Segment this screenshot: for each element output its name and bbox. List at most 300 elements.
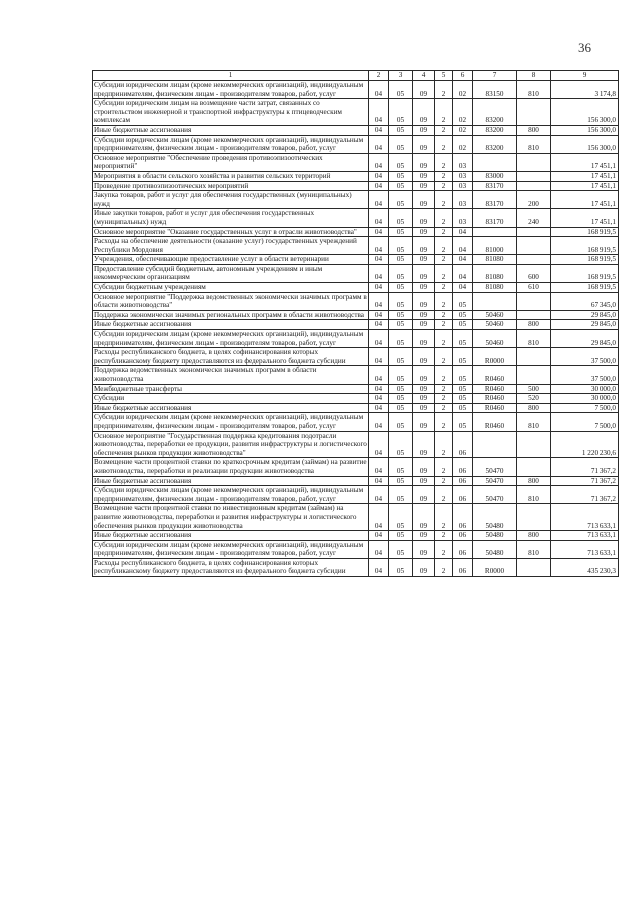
amount: 17 451,1 <box>551 181 619 191</box>
amount: 713 633,1 <box>551 531 619 541</box>
row-name: Субсидии <box>93 394 369 404</box>
budget-table <box>92 70 619 577</box>
amount: 17 451,1 <box>551 209 619 227</box>
code-col-3: 05 <box>389 135 413 153</box>
table-row <box>93 209 619 227</box>
code-col-5: 2 <box>435 283 453 293</box>
code-col-4: 09 <box>413 403 435 413</box>
code-col-4: 09 <box>413 153 435 171</box>
code-col-5: 2 <box>435 384 453 394</box>
code-col-6: 03 <box>453 191 473 209</box>
code-col-6: 06 <box>453 458 473 476</box>
target-article: 50460 <box>473 320 517 330</box>
code-col-6: 05 <box>453 366 473 384</box>
table-row <box>93 135 619 153</box>
code-col-2: 04 <box>369 153 389 171</box>
row-name: Иные бюджетные ассигнования <box>93 125 369 135</box>
code-col-4: 09 <box>413 458 435 476</box>
row-name: Субсидии юридическим лицам (кроме некоммерческих организаций), индивидуальным предпринимателям, физическим лицам - производителям товаров, работ, услуг <box>93 413 369 431</box>
column-header: 6 <box>453 71 473 81</box>
expense-type: 800 <box>517 403 551 413</box>
code-col-5: 2 <box>435 227 453 237</box>
code-col-6: 05 <box>453 413 473 431</box>
target-article: R0460 <box>473 366 517 384</box>
expense-type <box>517 99 551 126</box>
code-col-3: 05 <box>389 292 413 310</box>
amount: 156 300,0 <box>551 99 619 126</box>
amount: 168 919,5 <box>551 255 619 265</box>
expense-type <box>517 237 551 255</box>
code-col-4: 09 <box>413 558 435 576</box>
row-name: Иные бюджетные ассигнования <box>93 476 369 486</box>
code-col-2: 04 <box>369 227 389 237</box>
code-col-6: 05 <box>453 394 473 404</box>
table-row <box>93 181 619 191</box>
expense-type <box>517 558 551 576</box>
code-col-4: 09 <box>413 348 435 366</box>
table-row <box>93 486 619 504</box>
code-col-4: 09 <box>413 504 435 531</box>
code-col-3: 05 <box>389 237 413 255</box>
code-col-3: 05 <box>389 394 413 404</box>
code-col-2: 04 <box>369 209 389 227</box>
amount: 435 230,3 <box>551 558 619 576</box>
code-col-4: 09 <box>413 531 435 541</box>
code-col-2: 04 <box>369 540 389 558</box>
target-article: 81080 <box>473 283 517 293</box>
expense-type <box>517 504 551 531</box>
amount: 713 633,1 <box>551 504 619 531</box>
code-col-4: 09 <box>413 394 435 404</box>
code-col-6: 05 <box>453 310 473 320</box>
expense-type: 800 <box>517 476 551 486</box>
code-col-3: 05 <box>389 283 413 293</box>
code-col-3: 05 <box>389 171 413 181</box>
amount: 29 845,0 <box>551 320 619 330</box>
column-header: 7 <box>473 71 517 81</box>
row-name: Межбюджетные трансферты <box>93 384 369 394</box>
code-col-5: 2 <box>435 135 453 153</box>
code-col-3: 05 <box>389 181 413 191</box>
code-col-2: 04 <box>369 458 389 476</box>
row-name: Субсидии юридическим лицам на возмещение части затрат, связанных со строительством инженерной и транспортной инфраструктуры к птицеводческим комплексам <box>93 99 369 126</box>
table-row <box>93 320 619 330</box>
expense-type <box>517 227 551 237</box>
amount: 3 174,8 <box>551 81 619 99</box>
code-col-5: 2 <box>435 99 453 126</box>
amount: 17 451,1 <box>551 191 619 209</box>
code-col-4: 09 <box>413 81 435 99</box>
row-name: Иные бюджетные ассигнования <box>93 320 369 330</box>
code-col-6: 02 <box>453 99 473 126</box>
code-col-2: 04 <box>369 283 389 293</box>
table-row <box>93 255 619 265</box>
code-col-5: 2 <box>435 558 453 576</box>
amount: 37 500,0 <box>551 348 619 366</box>
code-col-2: 04 <box>369 292 389 310</box>
code-col-6: 02 <box>453 81 473 99</box>
code-col-2: 04 <box>369 431 389 458</box>
table-row <box>93 81 619 99</box>
expense-type <box>517 348 551 366</box>
row-name: Мероприятия в области сельского хозяйства и развития сельских территорий <box>93 171 369 181</box>
code-col-4: 09 <box>413 431 435 458</box>
target-article <box>473 227 517 237</box>
code-col-4: 09 <box>413 384 435 394</box>
code-col-4: 09 <box>413 310 435 320</box>
target-article <box>473 431 517 458</box>
table-row <box>93 540 619 558</box>
table-row <box>93 330 619 348</box>
expense-type: 240 <box>517 209 551 227</box>
target-article: 83170 <box>473 209 517 227</box>
code-col-5: 2 <box>435 292 453 310</box>
target-article: 50480 <box>473 504 517 531</box>
table-row <box>93 458 619 476</box>
code-col-3: 05 <box>389 431 413 458</box>
code-col-3: 05 <box>389 403 413 413</box>
amount: 17 451,1 <box>551 171 619 181</box>
code-col-3: 05 <box>389 125 413 135</box>
code-col-2: 04 <box>369 99 389 126</box>
expense-type: 610 <box>517 283 551 293</box>
code-col-3: 05 <box>389 384 413 394</box>
code-col-5: 2 <box>435 255 453 265</box>
expense-type: 200 <box>517 191 551 209</box>
code-col-6: 04 <box>453 227 473 237</box>
code-col-4: 09 <box>413 330 435 348</box>
code-col-2: 04 <box>369 348 389 366</box>
code-col-4: 09 <box>413 191 435 209</box>
code-col-2: 04 <box>369 486 389 504</box>
code-col-6: 06 <box>453 431 473 458</box>
code-col-3: 05 <box>389 153 413 171</box>
target-article: 50470 <box>473 458 517 476</box>
amount: 71 367,2 <box>551 458 619 476</box>
code-col-2: 04 <box>369 394 389 404</box>
row-name: Учреждения, обеспечивающие предоставление услуг в области ветеринарии <box>93 255 369 265</box>
code-col-4: 09 <box>413 125 435 135</box>
row-name: Предоставление субсидий бюджетным, автономным учреждениям и иным некоммерческим организациям <box>93 264 369 282</box>
row-name: Иные бюджетные ассигнования <box>93 403 369 413</box>
target-article: 83200 <box>473 99 517 126</box>
target-article: 83200 <box>473 125 517 135</box>
table-row <box>93 531 619 541</box>
row-name: Основное мероприятие "Обеспечение проведения противоэпизоотических мероприятий" <box>93 153 369 171</box>
table-row <box>93 153 619 171</box>
table-row <box>93 394 619 404</box>
code-col-6: 03 <box>453 181 473 191</box>
code-col-6: 06 <box>453 540 473 558</box>
code-col-6: 05 <box>453 348 473 366</box>
amount: 168 919,5 <box>551 264 619 282</box>
column-header: 3 <box>389 71 413 81</box>
code-col-2: 04 <box>369 237 389 255</box>
code-col-3: 05 <box>389 310 413 320</box>
table-row <box>93 191 619 209</box>
table-row <box>93 171 619 181</box>
code-col-3: 05 <box>389 413 413 431</box>
code-col-4: 09 <box>413 540 435 558</box>
amount: 71 367,2 <box>551 486 619 504</box>
code-col-2: 04 <box>369 504 389 531</box>
code-col-2: 04 <box>369 310 389 320</box>
code-col-6: 05 <box>453 330 473 348</box>
table-row <box>93 504 619 531</box>
row-name: Возмещение части процентной ставки по инвестиционным кредитам (займам) на развитие животноводства, переработки и развития инфраструктуры и логистического обеспечения рынков продукции животноводства <box>93 504 369 531</box>
expense-type: 800 <box>517 125 551 135</box>
row-name: Основное мероприятие "Государственная поддержка кредитования подотрасли животноводства, переработки ее продукции, развития инфраструктуры и логистического обеспечения рынков продукции животноводства" <box>94 431 367 457</box>
row-name: Расходы на обеспечение деятельности (оказание услуг) государственных учреждений Республики Мордовия <box>93 237 369 255</box>
amount: 156 300,0 <box>551 135 619 153</box>
code-col-6: 05 <box>453 384 473 394</box>
code-col-4: 09 <box>413 99 435 126</box>
code-col-3: 05 <box>389 504 413 531</box>
code-col-3: 05 <box>389 191 413 209</box>
expense-type <box>517 310 551 320</box>
target-article: 83150 <box>473 81 517 99</box>
code-col-6: 03 <box>453 153 473 171</box>
code-col-4: 09 <box>413 227 435 237</box>
target-article: 83000 <box>473 171 517 181</box>
target-article: R0460 <box>473 394 517 404</box>
target-article: R0000 <box>473 558 517 576</box>
code-col-2: 04 <box>369 181 389 191</box>
code-col-6: 02 <box>453 135 473 153</box>
code-col-5: 2 <box>435 476 453 486</box>
table-row <box>93 125 619 135</box>
table-row <box>93 310 619 320</box>
row-name: Субсидии юридическим лицам (кроме некоммерческих организаций), индивидуальным предпринимателям, физическим лицам - производителям товаров, работ, услуг <box>93 330 369 348</box>
amount: 1 220 230,6 <box>551 431 619 458</box>
row-name: Субсидии юридическим лицам (кроме некоммерческих организаций), индивидуальным предпринимателям, физическим лицам - производителям товаров, работ, услуг <box>93 486 369 504</box>
code-col-5: 2 <box>435 431 453 458</box>
code-col-5: 2 <box>435 366 453 384</box>
amount: 29 845,0 <box>551 330 619 348</box>
table-row <box>93 366 619 384</box>
code-col-2: 04 <box>369 191 389 209</box>
code-col-3: 05 <box>389 330 413 348</box>
code-col-5: 2 <box>435 458 453 476</box>
target-article: 50470 <box>473 476 517 486</box>
code-col-5: 2 <box>435 191 453 209</box>
code-col-6: 04 <box>453 283 473 293</box>
code-col-5: 2 <box>435 330 453 348</box>
code-col-6: 03 <box>453 209 473 227</box>
amount: 156 300,0 <box>551 125 619 135</box>
code-col-5: 2 <box>435 486 453 504</box>
expense-type <box>517 458 551 476</box>
code-col-3: 05 <box>389 264 413 282</box>
target-article: 50480 <box>473 531 517 541</box>
target-article: 83170 <box>473 181 517 191</box>
code-col-5: 2 <box>435 81 453 99</box>
expense-type <box>517 255 551 265</box>
row-name: Субсидии бюджетным учреждениям <box>93 283 369 293</box>
row-name: Иные закупки товаров, работ и услуг для обеспечения государственных (муниципальных) нужд <box>93 209 369 227</box>
table-row <box>93 558 619 576</box>
expense-type: 810 <box>517 540 551 558</box>
code-col-2: 04 <box>369 171 389 181</box>
code-col-3: 05 <box>389 227 413 237</box>
code-col-5: 2 <box>435 310 453 320</box>
target-article <box>473 153 517 171</box>
row-name: Проведение противоэпизоотических мероприятий <box>93 181 369 191</box>
code-col-6: 04 <box>453 255 473 265</box>
code-col-2: 04 <box>369 330 389 348</box>
amount: 17 451,1 <box>551 153 619 171</box>
table-row <box>93 227 619 237</box>
amount: 37 500,0 <box>551 366 619 384</box>
row-name: Поддержка экономически значимых региональных программ в области животноводства <box>93 310 369 320</box>
code-col-3: 05 <box>389 558 413 576</box>
expense-type <box>517 181 551 191</box>
expense-type: 800 <box>517 320 551 330</box>
code-col-5: 2 <box>435 394 453 404</box>
table-row <box>93 431 619 458</box>
code-col-2: 04 <box>369 135 389 153</box>
expense-type: 520 <box>517 394 551 404</box>
amount: 7 500,0 <box>551 403 619 413</box>
target-article <box>473 292 517 310</box>
code-col-5: 2 <box>435 171 453 181</box>
code-col-6: 04 <box>453 237 473 255</box>
code-col-5: 2 <box>435 264 453 282</box>
column-header: 9 <box>551 71 619 81</box>
code-col-6: 06 <box>453 558 473 576</box>
code-col-6: 06 <box>453 486 473 504</box>
code-col-4: 09 <box>413 486 435 504</box>
code-col-6: 03 <box>453 171 473 181</box>
code-col-2: 04 <box>369 81 389 99</box>
target-article: R0460 <box>473 384 517 394</box>
code-col-5: 2 <box>435 209 453 227</box>
table-row <box>93 413 619 431</box>
code-col-6: 06 <box>453 531 473 541</box>
expense-type: 810 <box>517 330 551 348</box>
code-col-5: 2 <box>435 237 453 255</box>
code-col-4: 09 <box>413 171 435 181</box>
column-header: 4 <box>413 71 435 81</box>
target-article: 83170 <box>473 191 517 209</box>
code-col-4: 09 <box>413 320 435 330</box>
expense-type: 800 <box>517 531 551 541</box>
code-col-4: 09 <box>413 209 435 227</box>
expense-type: 810 <box>517 413 551 431</box>
code-col-2: 04 <box>369 413 389 431</box>
amount: 168 919,5 <box>551 237 619 255</box>
target-article: R0460 <box>473 413 517 431</box>
table-row <box>93 403 619 413</box>
code-col-3: 05 <box>389 81 413 99</box>
code-col-3: 05 <box>389 99 413 126</box>
code-col-2: 04 <box>369 384 389 394</box>
row-name: Субсидии юридическим лицам (кроме некоммерческих организаций), индивидуальным предпринимателям, физическим лицам - производителям товаров, работ, услуг <box>93 540 369 558</box>
code-col-2: 04 <box>369 264 389 282</box>
amount: 29 845,0 <box>551 310 619 320</box>
code-col-5: 2 <box>435 348 453 366</box>
column-header: 2 <box>369 71 389 81</box>
expense-type <box>517 153 551 171</box>
code-col-4: 09 <box>413 135 435 153</box>
code-col-3: 05 <box>389 476 413 486</box>
target-article: 50460 <box>473 330 517 348</box>
amount: 713 633,1 <box>551 540 619 558</box>
row-name: Основное мероприятие "Поддержка ведомственных экономически значимых программ в области животноводства" <box>94 292 367 310</box>
column-header: 5 <box>435 71 453 81</box>
code-col-3: 05 <box>389 486 413 504</box>
expense-type: 600 <box>517 264 551 282</box>
row-name: Расходы республиканского бюджета, в целях софинансирования которых республиканскому бюджету предоставляются из федерального бюджета субсидии <box>93 558 369 576</box>
code-col-2: 04 <box>369 558 389 576</box>
code-col-6: 06 <box>453 504 473 531</box>
row-name: Поддержка ведомственных экономически значимых программ в области животноводства <box>93 366 369 384</box>
code-col-5: 2 <box>435 531 453 541</box>
code-col-2: 04 <box>369 476 389 486</box>
target-article: 83200 <box>473 135 517 153</box>
row-name: Иные бюджетные ассигнования <box>93 531 369 541</box>
code-col-3: 05 <box>389 255 413 265</box>
code-col-4: 09 <box>413 283 435 293</box>
table-row <box>93 476 619 486</box>
code-col-4: 09 <box>413 413 435 431</box>
code-col-3: 05 <box>389 366 413 384</box>
code-col-3: 05 <box>389 320 413 330</box>
code-col-5: 2 <box>435 181 453 191</box>
row-name: Субсидии юридическим лицам (кроме некоммерческих организаций), индивидуальным предпринимателям, физическим лицам - производителям товаров, работ, услуг <box>93 81 369 99</box>
code-col-3: 05 <box>389 458 413 476</box>
amount: 67 345,0 <box>551 292 619 310</box>
code-col-2: 04 <box>369 366 389 384</box>
code-col-5: 2 <box>435 125 453 135</box>
row-name: Расходы республиканского бюджета, в целях софинансирования которых республиканскому бюджету предоставляются из федерального бюджета субсидии <box>93 348 369 366</box>
table-row <box>93 283 619 293</box>
target-article: 81080 <box>473 264 517 282</box>
code-col-3: 05 <box>389 540 413 558</box>
amount: 7 500,0 <box>551 413 619 431</box>
expense-type: 810 <box>517 81 551 99</box>
table-row <box>93 237 619 255</box>
code-col-4: 09 <box>413 264 435 282</box>
target-article: 81080 <box>473 255 517 265</box>
code-col-4: 09 <box>413 366 435 384</box>
row-name: Субсидии юридическим лицам (кроме некоммерческих организаций), индивидуальным предпринимателям, физическим лицам - производителям товаров, работ, услуг <box>93 135 369 153</box>
code-col-2: 04 <box>369 403 389 413</box>
code-col-6: 04 <box>453 264 473 282</box>
row-name: Возмещение части процентной ставки по краткосрочным кредитам (займам) на развитие животноводства, переработки и реализации продукции животноводства <box>94 458 367 475</box>
expense-type <box>517 292 551 310</box>
expense-type <box>517 171 551 181</box>
table-row <box>93 384 619 394</box>
amount: 71 367,2 <box>551 476 619 486</box>
code-col-4: 09 <box>413 181 435 191</box>
code-col-5: 2 <box>435 320 453 330</box>
row-name: Закупка товаров, работ и услуг для обеспечения государственных (муниципальных) нужд <box>93 191 369 209</box>
code-col-5: 2 <box>435 403 453 413</box>
amount: 30 000,0 <box>551 394 619 404</box>
expense-type <box>517 366 551 384</box>
code-col-2: 04 <box>369 320 389 330</box>
target-article: 50470 <box>473 486 517 504</box>
code-col-4: 09 <box>413 255 435 265</box>
code-col-4: 09 <box>413 292 435 310</box>
code-col-5: 2 <box>435 413 453 431</box>
column-header: 8 <box>517 71 551 81</box>
table-row <box>93 348 619 366</box>
expense-type: 810 <box>517 486 551 504</box>
code-col-3: 05 <box>389 348 413 366</box>
code-col-5: 2 <box>435 504 453 531</box>
